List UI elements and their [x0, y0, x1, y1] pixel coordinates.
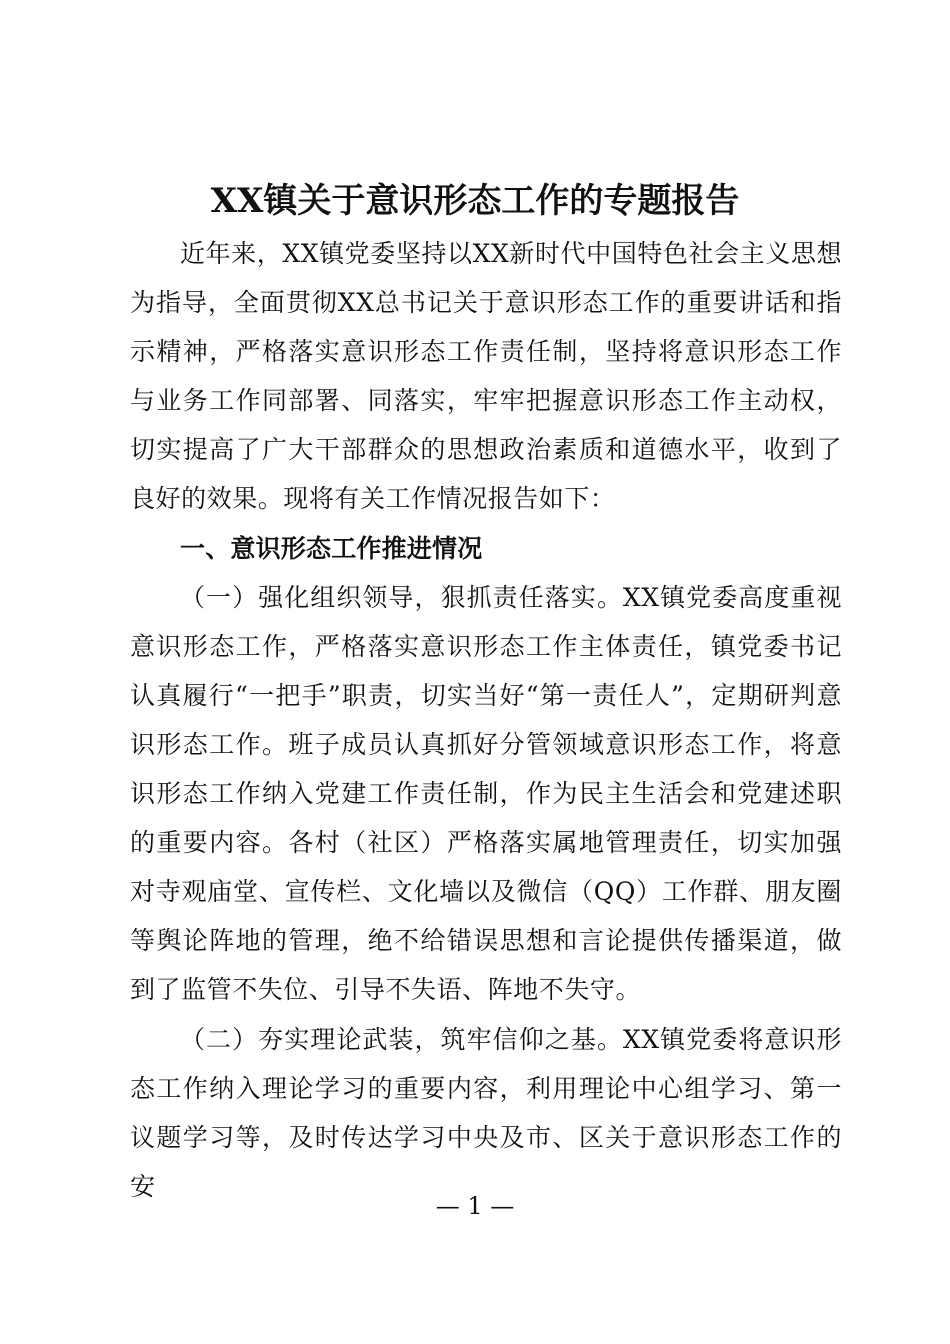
page-number: — 1 — — [435, 1192, 515, 1220]
section-paragraph-2: （二）夯实理论武装，筑牢信仰之基。XX镇党委将意识形态工作纳入理论学习的重要内容，利用理论中心组学习、第一议题学习等，及时传达学习中央及市、区关于意识形态工作的安 — [130, 1024, 842, 1201]
section-heading: 一、意识形态工作推进情况 — [180, 533, 483, 563]
intro-paragraph: 近年来，XX镇党委坚持以XX新时代中国特色社会主义思想为指导，全面贯彻XX总书记关于意识形态工作的重要讲话和指示精神，严格落实意识形态工作责任制，坚持将意识形态工作与业务工作同部署、同落实，牢牢把握意识形态工作主动权，切实提高了广大干部群众的思想政治素质和道德水平，收到了良好的效果。现将有关工作情况报告如下： — [130, 239, 842, 514]
document-body — [130, 229, 842, 1211]
section-paragraph-1: （一）强化组织领导，狠抓责任落实。XX镇党委高度重视意识形态工作，严格落实意识形态工作主体责任，镇党委书记认真履行“一把手”职责，切实当好“第一责任人”，定期研判意识形态工作。班子成员认真抓好分管领域意识形态工作，将意识形态工作纳入党建工作责任制，作为民主生活会和党建述职的重要内容。各村（社区）严格落实属地管理责任，切实加强对寺观庙堂、宣传栏、文化墙以及微信（QQ）工作群、朋友圈等舆论阵地的管理，绝不给错误思想和言论提供传播渠道，做到了监管不失位、引导不失语、阵地不失守。 — [130, 582, 842, 1005]
document-title: XX镇关于意识形态工作的专题报告 — [210, 181, 740, 221]
